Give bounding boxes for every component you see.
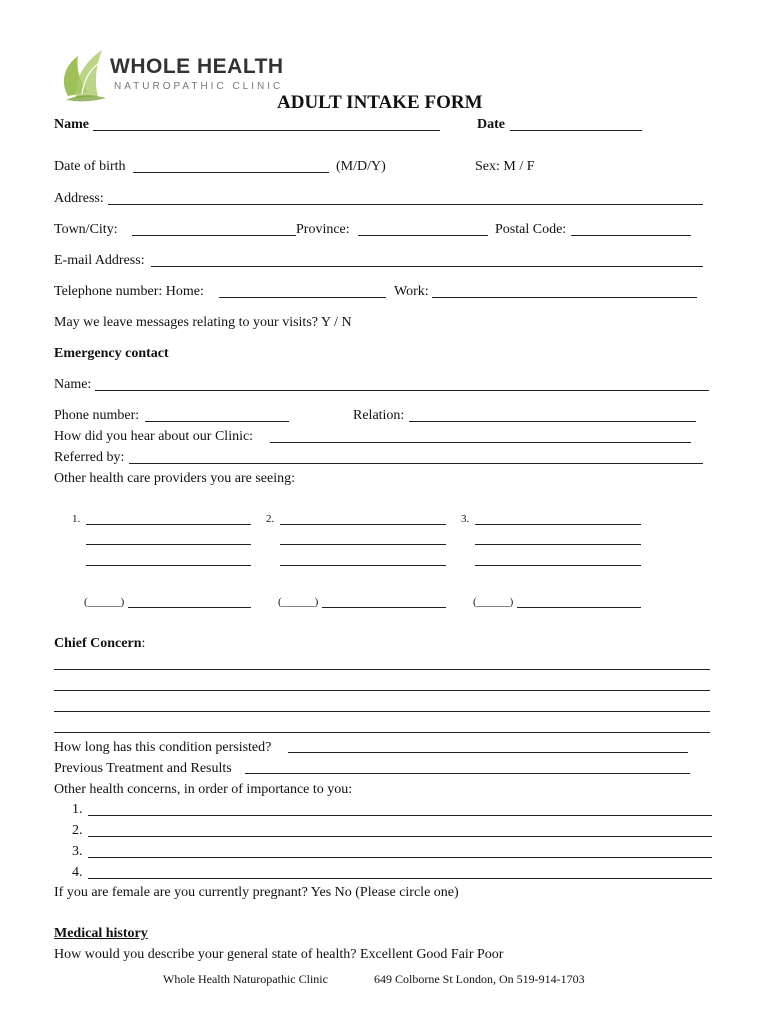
province-field[interactable] — [358, 235, 488, 236]
provider-3-line-1[interactable] — [475, 524, 641, 525]
referred-label: Referred by: — [54, 450, 125, 465]
tel-work-label: Work: — [394, 284, 429, 299]
postal-field[interactable] — [571, 235, 691, 236]
town-field[interactable] — [132, 235, 296, 236]
chief-heading — [54, 637, 145, 651]
tel-home-field[interactable] — [219, 297, 386, 298]
footer-clinic: Whole Health Naturopathic Clinic — [163, 972, 328, 986]
phone-field[interactable] — [145, 421, 289, 422]
provider-3-line-3[interactable] — [475, 565, 641, 566]
provider-1-number: 1. — [72, 513, 81, 525]
concern-3-number: 3. — [72, 844, 83, 859]
emergency-heading: Emergency contact — [54, 346, 169, 361]
hear-field[interactable] — [270, 442, 691, 443]
providers-label: Other health care providers you are seeing: — [54, 471, 296, 486]
emergency-name-label: Name: — [54, 377, 92, 392]
town-label: Town/City: — [54, 222, 118, 237]
provider-3-line-2[interactable] — [475, 544, 641, 545]
province-label: Province: — [296, 222, 350, 237]
pregnant-question[interactable]: If you are female are you currently pregnant? Yes No (Please circle one) — [54, 885, 459, 900]
concern-2-number: 2. — [72, 823, 83, 838]
postal-label: Postal Code: — [495, 222, 567, 237]
name-field[interactable] — [93, 130, 440, 131]
chief-line-2[interactable] — [54, 690, 710, 691]
dob-field[interactable] — [133, 172, 329, 173]
tel-home-label: Telephone number: Home: — [54, 284, 204, 299]
footer-address: 649 Colborne St London, On 519-914-1703 — [374, 972, 585, 986]
date-label: Date — [477, 117, 505, 132]
tel-work-field[interactable] — [432, 297, 697, 298]
email-label: E-mail Address: — [54, 253, 145, 268]
provider-2-phone[interactable] — [322, 607, 446, 608]
concern-3-field[interactable] — [88, 857, 712, 858]
provider-3-phone-prefix: (______) — [473, 596, 514, 608]
date-field[interactable] — [510, 130, 642, 131]
referred-field[interactable] — [129, 463, 703, 464]
concern-4-number: 4. — [72, 865, 83, 880]
other-concerns-label: Other health concerns, in order of importance to you: — [54, 782, 353, 797]
concern-4-field[interactable] — [88, 878, 712, 879]
chief-line-4[interactable] — [54, 732, 710, 733]
chief-line-3[interactable] — [54, 711, 710, 712]
form-title: ADULT INTAKE FORM — [277, 92, 483, 113]
concern-1-field[interactable] — [88, 815, 712, 816]
provider-1-phone-prefix: (______) — [84, 596, 125, 608]
phone-label: Phone number: — [54, 408, 140, 423]
chief-heading-colon: : — [141, 636, 146, 651]
provider-1-phone[interactable] — [128, 607, 251, 608]
logo-tagline: NATUROPATHIC CLINIC — [114, 81, 284, 92]
concern-1-number: 1. — [72, 802, 83, 817]
hear-label: How did you hear about our Clinic: — [54, 429, 254, 444]
sex-field[interactable]: Sex: M / F — [475, 159, 535, 174]
relation-label: Relation: — [353, 408, 405, 423]
medical-heading: Medical history — [54, 926, 148, 941]
provider-2-phone-prefix: (______) — [278, 596, 319, 608]
previous-field[interactable] — [245, 773, 690, 774]
name-label: Name — [54, 117, 89, 132]
chief-heading-text: Chief Concern — [54, 636, 142, 651]
provider-2-line-1[interactable] — [280, 524, 446, 525]
address-label: Address: — [54, 191, 104, 206]
provider-2-line-3[interactable] — [280, 565, 446, 566]
persisted-label: How long has this condition persisted? — [54, 740, 272, 755]
emergency-name-field[interactable] — [95, 390, 709, 391]
chief-line-1[interactable] — [54, 669, 710, 670]
leaf-logo-icon — [58, 44, 110, 102]
provider-2-line-2[interactable] — [280, 544, 446, 545]
provider-1-line-1[interactable] — [86, 524, 251, 525]
provider-1-line-2[interactable] — [86, 544, 251, 545]
provider-1-line-3[interactable] — [86, 565, 251, 566]
persisted-field[interactable] — [288, 752, 688, 753]
provider-2-number: 2. — [266, 513, 275, 525]
previous-label: Previous Treatment and Results — [54, 761, 232, 776]
provider-3-number: 3. — [461, 513, 470, 525]
health-state-question[interactable]: How would you describe your general state of health? Excellent Good Fair Poor — [54, 947, 504, 962]
address-field[interactable] — [108, 204, 703, 205]
clinic-logo — [58, 44, 284, 104]
logo-name: WHOLE HEALTH — [110, 55, 284, 78]
dob-format: (M/D/Y) — [336, 159, 386, 174]
email-field[interactable] — [151, 266, 703, 267]
relation-field[interactable] — [409, 421, 696, 422]
dob-label: Date of birth — [54, 159, 126, 174]
messages-question[interactable]: May we leave messages relating to your visits? Y / N — [54, 315, 352, 330]
concern-2-field[interactable] — [88, 836, 712, 837]
provider-3-phone[interactable] — [517, 607, 641, 608]
